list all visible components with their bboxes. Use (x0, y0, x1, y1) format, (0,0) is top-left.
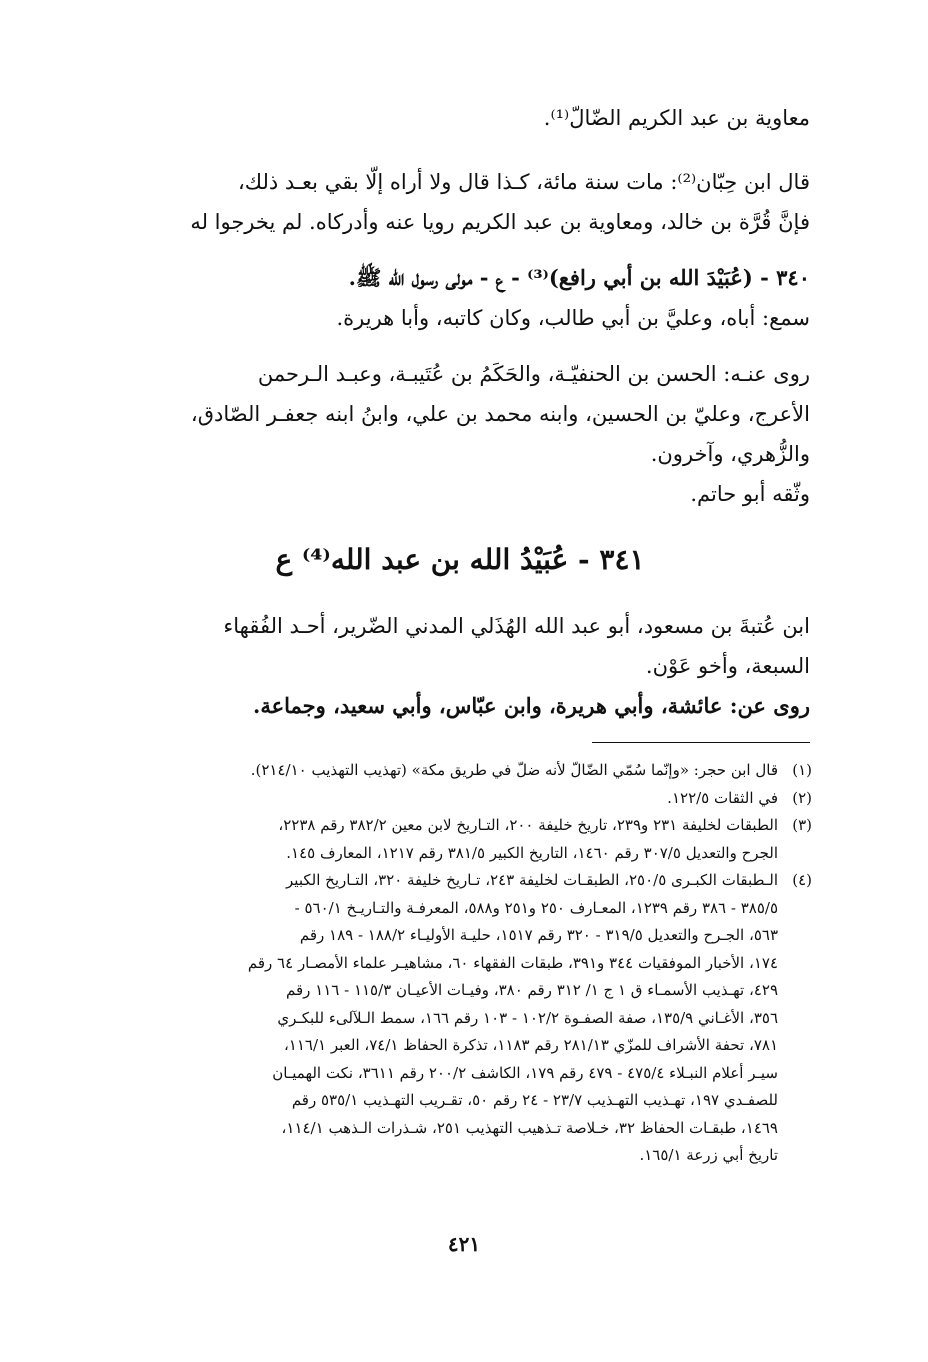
footnote-line: في الثقات ١٢٢/٥. (667, 788, 778, 807)
footnote-number: (٢) (792, 788, 812, 807)
footnote-line: قال ابن حجر: «وإنّما سُمّي الضّالّ لأنه ضلّ في طريق مكة» (تهذيب التهذيب ٢١٤/١٠). (250, 761, 778, 779)
narrators-line: والزُّهري، وآخرون. (650, 442, 810, 466)
footnote-line: للصفـدي ١٩٧، تهـذيب التهـذيب ٢٣/٧ - ٢٤ رقم ٥٠، تقـريب التهـذيب ٥٣٥/١ رقم (291, 1091, 778, 1109)
paragraph-line: قال ابن حِبّان⁽²⁾: مات سنة مائة، كـذا قال ولا أراه إلّا بقي بعـد ذلك، (237, 170, 810, 194)
footnote-line: الطبقات لخليفة ٢٣١ و٢٣٩، تاريخ خليفة ٢٠٠، التـاريخ لابن معين ٣٨٢/٢ رقم ٢٢٣٨، (278, 816, 778, 834)
paragraph-line: فإنَّ قُرَّة بن خالد، ومعاوية بن عبد الكريم رويا عنه وأدركاه. لم يخرجوا له (190, 210, 810, 234)
entry-341-narrated-from: روى عن: عائشة، وأبي هريرة، وابن عبّاس، وأبي سعيد، وجماعة. (253, 693, 810, 718)
top-line-text: معاوية بن عبد الكريم الضّالّ⁽¹⁾. (543, 106, 810, 130)
footnote-1 (108, 757, 812, 785)
footnote-line: تاريخ أبي زرعة ١٦٥/١. (639, 1146, 778, 1164)
footnote-number: (١) (792, 761, 812, 779)
footnote-line: الجرح والتعديل ٣٠٧/٥ رقم ١٤٦٠، التاريخ الكبير ٣٨١/٥ رقم ١٢١٧، المعارف ١٤٥. (286, 843, 778, 862)
footnote-line: ٣٥٦، الأغـاني ١٣٥/٩، صفة الصفـوة ١٠٢/٢ - ١٠٣ رقم ١٦٦، سمط الـلآلىء للبكـري (277, 1008, 778, 1027)
footnote-body (108, 785, 778, 813)
narrators-line: روى عنـه: الحسن بن الحنفيّـة، والحَكَمُ بن عُتَيبـة، وعبـد الـرحمن (257, 362, 810, 386)
footnote-line: سيـر أعلام النبـلاء ٤٧٥/٤ - ٤٧٩ رقم ١٧٩، الكاشف ٢٠٠/٢ رقم ٣٦١١، نكت الهميـان (272, 1063, 778, 1082)
entry-340-narrators (110, 354, 810, 514)
entry-341-line: ابن عُتبةَ بن مسعود، أبو عبد الله الهُذَلي المدني الضّرير، أحـد الفُقهاء (223, 614, 810, 638)
footnote-number: (٣) (792, 816, 812, 834)
entry-341-body (110, 606, 810, 726)
footnote-body (108, 757, 778, 785)
footnote-3 (108, 812, 812, 867)
footnotes (108, 757, 812, 1170)
entry-340 (110, 258, 810, 338)
entry-340-title: ٣٤٠ - (عُبَيْدَ الله بن أبي رافع)⁽³⁾ - ع - مولى رسول الله ﷺ. (348, 265, 810, 290)
footnote-line: ١٤٦٩، طبقـات الحفاظ ٣٢، خـلاصة تـذهيب التهذيب ٢٥١، شـذرات الـذهب ١١٤/١، (281, 1118, 778, 1137)
footnote-2 (108, 785, 812, 813)
footnote-line: ٧٨١، تحفة الأشراف للمزّي ٢٨١/١٣ رقم ١١٨٣، تذكرة الحفاظ ٧٤/١، العبر ١١٦/١، (283, 1036, 778, 1054)
footnote-body (108, 812, 778, 867)
entry-340-trust: وثّقه أبو حاتم. (690, 482, 810, 506)
paragraph-ibn-hibban (110, 162, 810, 242)
footnote-number: (٤) (792, 871, 812, 889)
footnote-line: الـطبقات الكبـرى ٢٥٠/٥، الطبقـات لخليفة ٢٤٣، تـاريخ خليفة ٣٢٠، التـاريخ الكبير (286, 871, 778, 889)
footnote-separator (592, 742, 810, 743)
footnote-4 (108, 867, 812, 1170)
top-line (110, 98, 810, 138)
page-number: ٤٢١ (447, 1232, 481, 1256)
entry-340-heard: سمع: أباه، وعليَّ بن أبي طالب، وكان كاتبه، وأبا هريرة. (336, 306, 810, 330)
entry-341-line: السبعة، وأخو عَوْن. (645, 654, 810, 678)
footnote-body (108, 867, 778, 1170)
footnote-line: ١٧٤، الأخبار الموفقيات ٣٤٤ و٣٩١، طبقات الفقهاء ٦٠، مشاهيـر علماء الأمصـار ٦٤ رقم (247, 953, 778, 972)
footnote-line: ٥٦٣، الجـرح والتعديل ٣١٩/٥ - ٣٢٠ رقم ١٥١٧، حليـة الأوليـاء ١٨٨/٢ - ١٨٩ رقم (299, 926, 778, 944)
footnote-line: ٤٢٩، تهـذيب الأسمـاء ق ١ ج ١/ ٣١٢ رقم ٣٨٠، وفيـات الأعيـان ١١٥/٣ - ١١٦ رقم (285, 981, 778, 999)
narrators-line: الأعرج، وعليّ بن الحسين، وابنه محمد بن علي، وابنُ ابنه جعفـر الصّادق، (190, 402, 810, 426)
footnote-line: ٣٨٥/٥ - ٣٨٦ رقم ١٢٣٩، المعـارف ٢٥٠ و٢٥١ و٥٨٨، المعرفـة والتـاريـخ ٥٦٠/١ - (294, 898, 778, 917)
entry-341-heading: ٣٤١ - عُبَيْدُ الله بن عبد الله⁽⁴⁾ ع (275, 543, 645, 576)
